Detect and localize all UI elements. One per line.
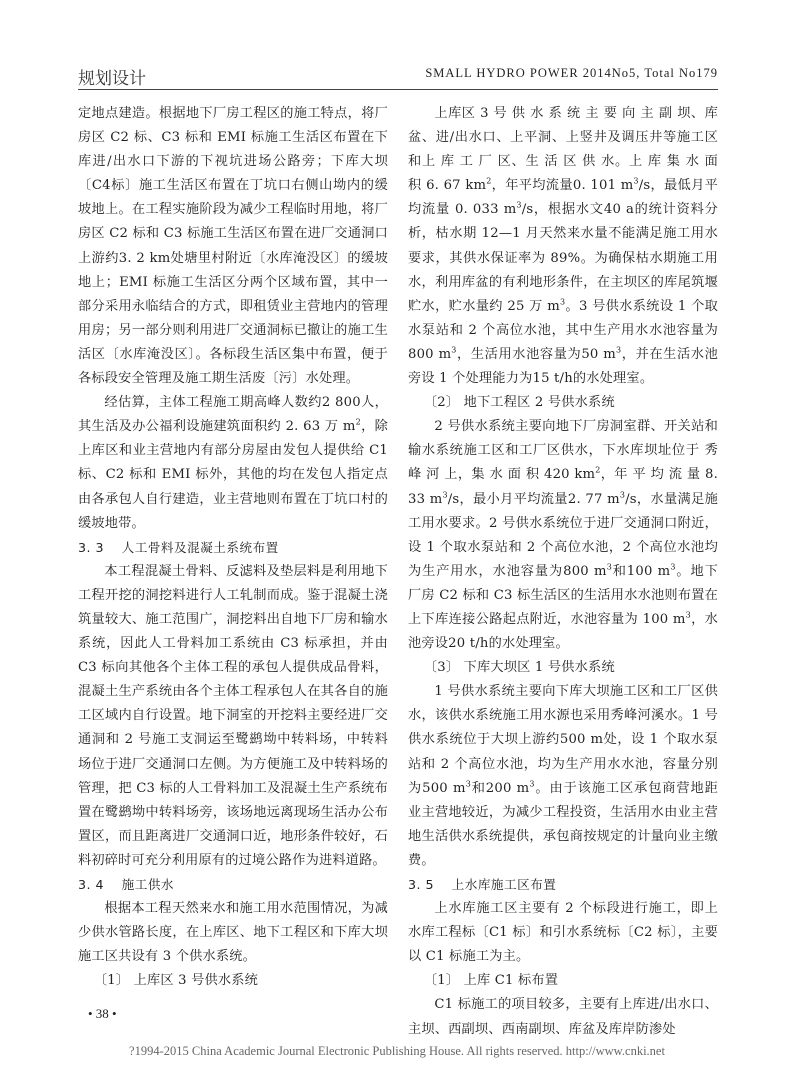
right-column <box>408 102 718 1042</box>
paragraph: 1 号供水系统主要向下库大坝施工区和工厂区供水，该供水系统施工用水源也采用秀峰河溪水。1 号供水系统位于大坝上游约500 m处，设 1 个取水泵站和 2 个高位水池，均为生产用水水池，容量分别为500 $m^3$和200 $m^3$。由于该施工区承包商营地距业主营地较近，为减少工程投资，生活用水由业主营地生活供水系统提供，承包商按规定的计量向业主缴费。 <box>408 684 718 868</box>
section-title: 规划设计 <box>78 69 146 89</box>
running-header <box>78 62 718 88</box>
paragraph: C1 标施工的项目较多，主要有上库进/出水口、主坝、西副坝、西南副坝、库盆及库岸防渗处 <box>408 997 718 1037</box>
paragraph: 根据本工程天然来水和施工用水范围情况，为减少供水管路长度，在上库区、地下工程区和下库大坝施工区共设有 3 个供水系统。 <box>78 901 388 965</box>
paragraph: 2 号供水系统主要向地下厂房洞室群、开关站和输水系统施工区和工厂区供水，下水库坝址位于 秀 峰 河 上，集 水 面 积 420 $km^2$，年 平 均 流 量 8. 33 $m^3/s$，最小月平均流量2. 77 $m^3/s$，水量满足施工用水要求。2 号供水系统位于进厂交通洞口附近，设 1 个取水泵站和 2 个高位水池，2 个高位水池均为生产用水，水池容量为800 $m^3$和100 $m^3$。地下厂房 C2 标和 C3 标生活区的生活用水水池则布置在上下库连接公路起点附近，水池容量为 100 $m^3$，水池旁设20 t/h的水处理室。 <box>408 419 718 652</box>
paragraph: 经估算，主体工程施工期高峰人数约2 800人，其生活及办公福利设施建筑面积约 2. 63 万 $m^2$，除上库区和业主营地内有部分房屋由发包人提供给 C1 标、C2 标和 EMI 标外，其他的均在发包人指定点由各承包人自行建造，业主营地则布置在丁坑口村的缓坡地带。 <box>78 395 388 531</box>
paragraph: 上库区 3 号 供 水 系 统 主 要 向 主 副 坝、库 盆、进/出水口、上平洞、上竖井及调压井等施工区和上 库 工 厂 区、生 活 区 供 水。上 库 集 水 面 积 6. 67 $km^2$，年平均流量0. 101 $m^3/s$，最低月平均流量 0. 033 $m^3/s$，根据水文40 a的统计资料分析，枯水期 12—1 月天然来水量不能满足施工用水要求，其供水保证率为 89%。为确保枯水期施工用水，利用库盆的有利地形条件，在主坝区的库尾筑堰贮水，贮水量约 25 万 $m^3$。3 号供水系统设 1 个取水泵站和 2 个高位水池，其中生产用水水池容量为 800 $m^3$，生活用水池容量为50 $m^3$，并在生活水池旁设 1 个处理能力为15 t/h的水处理室。 <box>408 106 719 387</box>
subsection-heading: 〔3〕 下库大坝区 1 号供水系统 <box>423 660 615 676</box>
left-column <box>78 102 388 993</box>
paragraph: 定地点建造。根据地下厂房工程区的施工特点，将厂房区 C2 标、C3 标和 EMI 标施工生活区布置在下库进/出水口下游的下视坑进场公路旁；下库大坝〔C4标〕施工生活区布置在丁坑口右侧山坳内的缓坡地上。在工程实施阶段为减少工程临时用地，将厂房区 C2 标和 C3 标施工生活区布置在进厂交通洞口上游约3. 2 km处塘里村附近〔水库淹没区〕的缓坡地上；EMI 标施工生活区分两个区域布置，其中一部分采用永临结合的方式，即租赁业主营地内的管理用房；另一部分则利用进厂交通洞标已撤让的施工生活区〔水库淹没区〕。各标段生活区集中布置，便于各标段安全管理及施工期生活废〔污〕水处理。 <box>78 106 388 387</box>
paragraph: 本工程混凝土骨料、反滤料及垫层料是利用地下工程开挖的洞挖料进行人工轧制而成。鉴于混凝土浇筑量较大、施工范围广，洞挖料出自地下厂房和输水系统，因此人工骨料加工系统由 C3 标承担，并由 C3 标向其他各个主体工程的承包人提供成品骨料，混凝土生产系统由各个主体工程承包人在其各自的施工区域内自行设置。地下洞室的开挖料主要经进厂交通洞和 2 号施工支洞运至鹭鹚坳中转料场，中转料场位于进厂交通洞口左侧。为方便施工及中转料场的管理，把 C3 标的人工骨料加工及混凝土生产系统布置在鹭鹚坳中转料场旁，该场地远离现场生活办公布置区，而且距离进厂交通洞口近，地形条件较好，石料初碎时可充分利用原有的过境公路作为进料道路。 <box>78 563 388 868</box>
header-rule <box>78 89 718 90</box>
journal-info: SMALL HYDRO POWER 2014No5, Total No179 <box>425 66 718 80</box>
section-heading-3-3: 3. 3 人工骨料及混凝土系统布置 <box>78 539 279 555</box>
page-number: • 38 • <box>88 1006 117 1021</box>
section-heading-3-5: 3. 5 上水库施工区布置 <box>408 877 557 892</box>
paragraph: 上水库施工区主要有 2 个标段进行施工，即上水库工程标〔C1 标〕和引水系统标〔C2 标〕，主要以 C1 标施工为主。 <box>408 901 718 965</box>
copyright-footer: ?1994-2015 China Academic Journal Electronic Publishing House. All rights reserved. http://www.cnki.net <box>129 1044 665 1058</box>
subsection-heading: 〔1〕 上库 C1 标布置 <box>423 973 559 989</box>
section-heading-3-4: 3. 4 施工供水 <box>78 877 175 892</box>
subsection-heading: 〔1〕 上库区 3 号供水系统 <box>93 973 259 989</box>
subsection-heading: 〔2〕 地下工程区 2 号供水系统 <box>423 395 615 411</box>
